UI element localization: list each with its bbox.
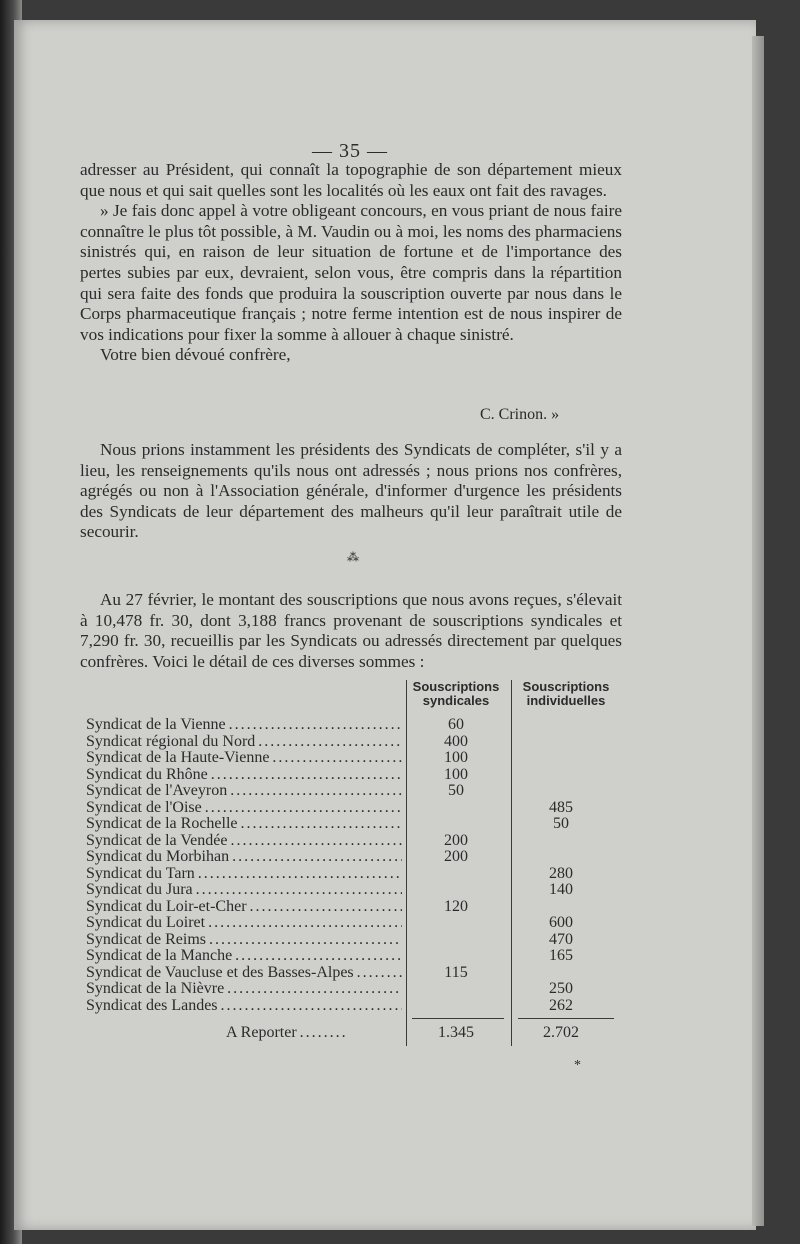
table-row <box>86 799 626 816</box>
table-row <box>86 782 626 799</box>
row-name: Syndicat de la Vienne . . . <box>86 716 402 733</box>
row-name: Syndicat du Tarn . . . <box>86 865 402 882</box>
row-name: Syndicat du Rhône . . . <box>86 766 402 783</box>
letter-closing: Votre bien dévoué confrère, <box>100 345 291 365</box>
row-individuelles: 600 <box>549 914 573 931</box>
table-row <box>86 980 626 997</box>
row-individuelles: 140 <box>549 881 573 898</box>
row-name: Syndicat du Loir-et-Cher . . . <box>86 898 402 915</box>
row-syndicales: 120 <box>444 897 468 915</box>
sum-line-individuelles <box>518 1018 614 1019</box>
row-name: Syndicat de la Rochelle . . . <box>86 815 402 832</box>
table-row <box>86 865 626 882</box>
row-name: Syndicat de Vaucluse et des Basses-Alpes . . . <box>86 964 402 981</box>
row-name: Syndicat du Morbihan . . . <box>86 848 402 865</box>
row-name: Syndicat de la Nièvre . . . <box>86 980 402 997</box>
letter-paragraph-1: adresser au Président, qui connaît la topographie de son département mieux que nous et qui sait quelles sont les localités où les eaux ont fait des ravages. <box>80 160 622 200</box>
appeal-paragraph <box>80 440 622 543</box>
row-syndicales: 115 <box>444 963 468 981</box>
row-syndicales: 400 <box>444 732 468 750</box>
table-row <box>86 881 626 898</box>
total-syndicales: 1.345 <box>438 1024 474 1041</box>
total-label: A Reporter . . . <box>226 1024 345 1042</box>
letter-body <box>80 160 622 366</box>
subscriptions-text: Au 27 février, le montant des souscriptions que nous avons reçues, s'élevait à 10,478 fr. 30, dont 3,188 francs provenant de souscriptions syndicales et 7,290 fr. 30, recueillis par les Syndicats ou adressés directement par quelques confrères. Voici le détail de ces diverses sommes : <box>80 590 622 671</box>
row-individuelles: 470 <box>549 930 573 948</box>
row-syndicales: 200 <box>444 831 468 849</box>
row-individuelles: 280 <box>549 864 573 882</box>
row-name: Syndicat de la Haute-Vienne . . . <box>86 749 402 766</box>
row-syndicales: 100 <box>444 765 468 783</box>
table-row <box>86 815 626 832</box>
sum-line-syndicales <box>412 1018 504 1019</box>
row-individuelles: 165 <box>549 947 573 964</box>
row-name: Syndicat de l'Oise . . . <box>86 799 402 816</box>
row-individuelles: 50 <box>553 815 569 832</box>
letter-paragraph-2: » Je fais donc appel à votre obligeant concours, en vous priant de nous faire connaître le plus tôt possible, à M. Vaudin ou à moi, les noms des pharmaciens sinistrés qui, en raison de leur situation de fortune et de l'importance des pertes subies par eux, devraient, selon vous, être compris dans la répartition qui sera faite des fonds que produira la souscription ouverte par nous dans le Corps pharmaceutique français ; notre ferme intention est de nous inspirer de vos indications pour fixer la somme à allouer à chaque sinistré. <box>80 201 622 344</box>
page-number: — 35 — <box>312 140 388 162</box>
row-name: Syndicat du Jura . . . <box>86 881 402 898</box>
row-syndicales: 200 <box>444 848 468 865</box>
table-row <box>86 848 626 865</box>
row-syndicales: 60 <box>448 716 464 733</box>
total-individuelles: 2.702 <box>543 1024 579 1041</box>
row-syndicales: 50 <box>448 782 464 799</box>
table-row <box>86 898 626 915</box>
row-name: Syndicat de la Vendée . . . <box>86 832 402 849</box>
table-row <box>86 964 626 981</box>
row-name: Syndicat des Landes . . . <box>86 997 402 1014</box>
row-name: Syndicat de Reims . . . <box>86 931 402 948</box>
subscriptions-paragraph <box>80 590 622 672</box>
page-edge <box>752 36 764 1226</box>
row-name: Syndicat de la Manche . . . <box>86 947 402 964</box>
table-row <box>86 997 626 1014</box>
appeal-text: Nous prions instamment les présidents des Syndicats de compléter, s'il y a lieu, les renseignements qu'ils nous ont adressés ; nous prions nos confrères, agrégés ou non à l'Association générale, d'informer d'urgence les présidents des Syndicats de leur département des malheurs qu'il leur paraîtrait utile de secourir. <box>80 440 622 542</box>
section-separator: ⁂ <box>347 550 359 564</box>
row-syndicales: 100 <box>444 749 468 766</box>
letter-signature: C. Crinon. » <box>480 406 560 423</box>
header-individuelles: Souscriptions individuelles <box>522 679 610 708</box>
table-row <box>86 914 626 931</box>
header-syndicales: Souscriptions syndicales <box>412 679 500 708</box>
footer-mark: * <box>574 1058 581 1073</box>
row-individuelles: 485 <box>549 798 573 816</box>
row-individuelles: 250 <box>549 980 573 997</box>
row-name: Syndicat régional du Nord . . . <box>86 733 402 750</box>
table-row <box>86 749 626 766</box>
table-row <box>86 931 626 948</box>
row-name: Syndicat de l'Aveyron . . . <box>86 782 402 799</box>
table-row <box>86 716 626 733</box>
table-row <box>86 947 626 964</box>
row-individuelles: 262 <box>549 996 573 1014</box>
row-name: Syndicat du Loiret . . . <box>86 914 402 931</box>
table-row <box>86 832 626 849</box>
table-row <box>86 766 626 783</box>
table-row <box>86 733 626 750</box>
